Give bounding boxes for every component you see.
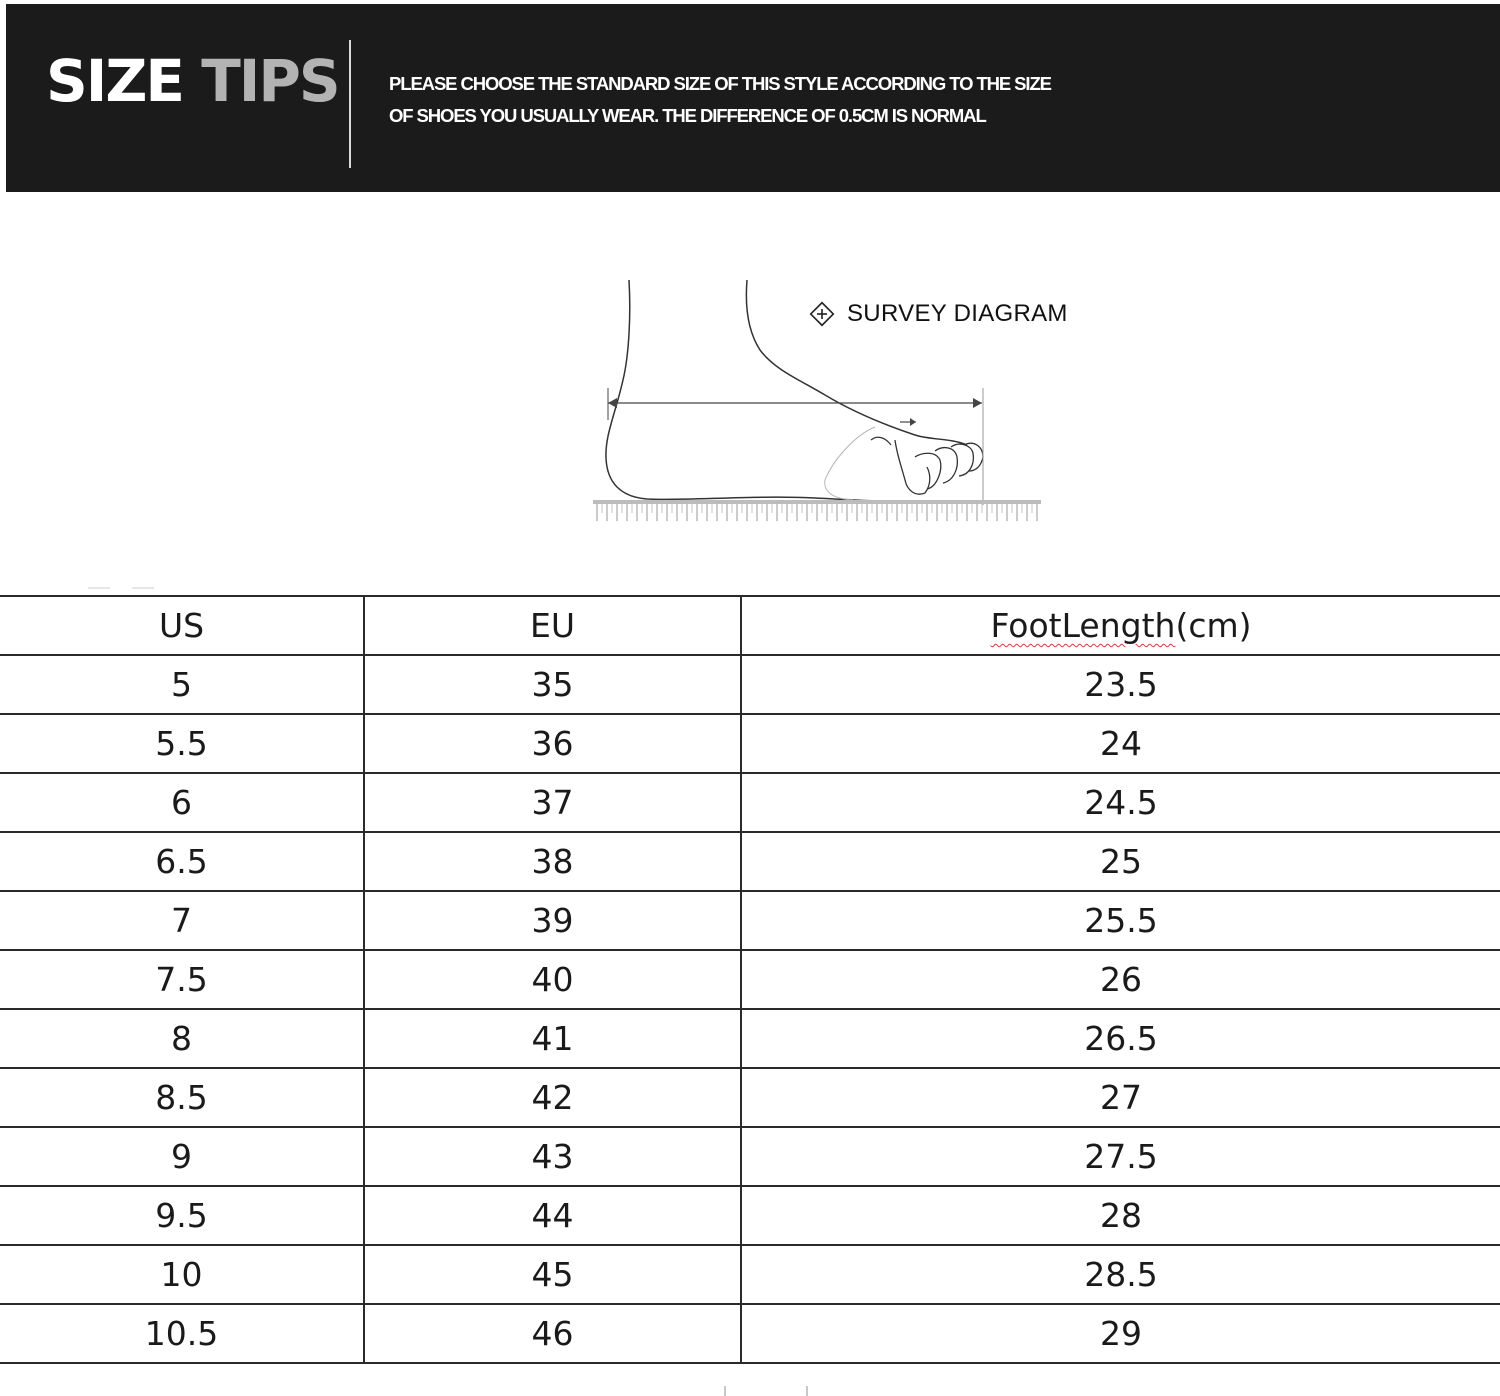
banner-instructions-line-2: OF SHOES YOU USUALLY WEAR. THE DIFFERENCE OF 0.5CM IS NORMAL — [389, 105, 986, 126]
table-row — [0, 1127, 1500, 1186]
cell-us: 5 — [0, 655, 364, 714]
cell-us: 8.5 — [0, 1068, 364, 1127]
cell-us: 7.5 — [0, 950, 364, 1009]
size-tips-banner — [6, 4, 1500, 192]
cell-foot-length: 27.5 — [741, 1127, 1500, 1186]
cell-foot-length: 26.5 — [741, 1009, 1500, 1068]
table-row — [0, 832, 1500, 891]
cell-foot-length: 24 — [741, 714, 1500, 773]
banner-title-tips: TIPS — [201, 47, 339, 115]
size-rows — [0, 655, 1500, 1363]
cell-eu: 43 — [364, 1127, 741, 1186]
cell-eu: 35 — [364, 655, 741, 714]
table-row — [0, 1245, 1500, 1304]
cell-foot-length: 23.5 — [741, 655, 1500, 714]
banner-instructions — [389, 68, 1109, 132]
cell-us: 8 — [0, 1009, 364, 1068]
cell-eu: 38 — [364, 832, 741, 891]
cell-foot-length: 25.5 — [741, 891, 1500, 950]
cell-eu: 37 — [364, 773, 741, 832]
banner-instructions-line-1: PLEASE CHOOSE THE STANDARD SIZE OF THIS STYLE ACCORDING TO THE SIZE — [389, 73, 1051, 94]
table-row — [0, 1186, 1500, 1245]
decorative-bottom-mark — [724, 1386, 808, 1396]
cell-us: 10 — [0, 1245, 364, 1304]
header-foot-length-unit: (cm) — [1175, 606, 1252, 645]
table-row — [0, 714, 1500, 773]
cell-eu: 36 — [364, 714, 741, 773]
cell-us: 6 — [0, 773, 364, 832]
table-row — [0, 891, 1500, 950]
header-foot-length-word: FootLength — [990, 606, 1176, 645]
table-row — [0, 1304, 1500, 1363]
survey-diagram-label — [808, 296, 1068, 332]
diamond-plus-icon — [808, 300, 836, 328]
cell-eu: 46 — [364, 1304, 741, 1363]
cell-foot-length: 25 — [741, 832, 1500, 891]
cell-eu: 42 — [364, 1068, 741, 1127]
cell-eu: 45 — [364, 1245, 741, 1304]
table-row — [0, 773, 1500, 832]
header-eu: EU — [364, 596, 741, 655]
cell-foot-length: 24.5 — [741, 773, 1500, 832]
cell-foot-length: 29 — [741, 1304, 1500, 1363]
cell-eu: 41 — [364, 1009, 741, 1068]
cell-us: 9.5 — [0, 1186, 364, 1245]
cell-foot-length: 28 — [741, 1186, 1500, 1245]
cell-us: 5.5 — [0, 714, 364, 773]
survey-diagram-text: SURVEY DIAGRAM — [847, 300, 1068, 327]
table-row — [0, 950, 1500, 1009]
table-row — [0, 1009, 1500, 1068]
cell-eu: 40 — [364, 950, 741, 1009]
banner-divider — [349, 40, 351, 168]
size-chart-table — [0, 595, 1500, 1364]
header-foot-length — [741, 596, 1500, 655]
header-us: US — [0, 596, 364, 655]
cell-foot-length: 26 — [741, 950, 1500, 1009]
cell-foot-length: 28.5 — [741, 1245, 1500, 1304]
decorative-stub — [132, 587, 154, 589]
cell-us: 6.5 — [0, 832, 364, 891]
table-header-row — [0, 596, 1500, 655]
cell-us: 10.5 — [0, 1304, 364, 1363]
table-row — [0, 655, 1500, 714]
banner-title — [46, 46, 339, 116]
cell-us: 9 — [0, 1127, 364, 1186]
cell-us: 7 — [0, 891, 364, 950]
banner-title-size: SIZE — [46, 47, 184, 115]
decorative-stub — [88, 587, 110, 589]
cell-eu: 39 — [364, 891, 741, 950]
cell-foot-length: 27 — [741, 1068, 1500, 1127]
cell-eu: 44 — [364, 1186, 741, 1245]
table-row — [0, 1068, 1500, 1127]
